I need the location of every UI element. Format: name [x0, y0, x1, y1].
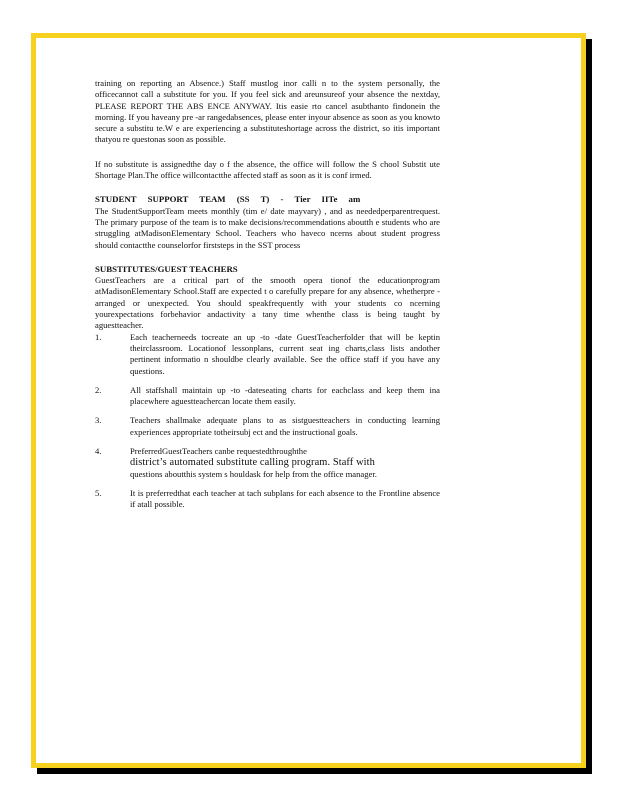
- list-item-text: All staffshall maintain up -to -dateseating charts for eachclass and keep them ina placewhere aguestteachercan locate them easily.: [130, 384, 440, 407]
- substitute-guidelines-list: [95, 332, 440, 511]
- document-body: [95, 78, 440, 511]
- list-item-text: Teachers shallmake adequate plans to as sistguestteachers in conducting learning experiences appropriate totheirsubj ect and the instructional goals.: [130, 415, 440, 437]
- list-item: [95, 488, 440, 511]
- list-item-text: questions aboutthis system s houldask for help from the office manager.: [130, 468, 377, 479]
- shortage-paragraph: If no substitute is assignedthe day o f the absence, the office will follow the S chool Substit ute Shortage Plan.The office willcontactthe affected staff as soon as it is conf irmed.: [95, 158, 440, 181]
- list-item: [95, 332, 440, 377]
- page-frame: [31, 33, 586, 768]
- list-item-number: 4.: [95, 446, 102, 457]
- list-item-text: It is preferredthat each teacher at tach subplans for each absence to the Frontline absence if atall possible.: [130, 487, 440, 510]
- list-item: [95, 415, 440, 438]
- list-item-text-emphasis: district’s automated substitute calling program. Staff with: [130, 457, 375, 469]
- substitutes-paragraph: GuestTeachers are a critical part of the smooth opera tionof the educationprogram atMadisonElementary School.Staff are expected t o carefully prepare for any absence, whetherpre -arranged or unexpected. You should speakfrequently with your students co ncerning yourexpectations forbehavior andactivity a tany time whenthe class is being taught by aguestteacher.: [95, 275, 440, 331]
- list-item: [95, 385, 440, 408]
- absence-paragraph: training on reporting an Absence.) Staff mustlog inor calli n to the system personally, the officecannot call a substitute for you. If you feel sick and areunsureof your absence the nextday, PLEASE REPORT THE ABS ENCE ANYWAY. Itis easie rto cancel asubthanto findonein the morning. If you haveany pre -ar rangedabsences, please enter inyour absence as soon as you knowto secure a substitu te.W e are experiencing a substituteshortage across the district, so itis important thatyou re questonas soon as possible.: [95, 78, 440, 145]
- substitutes-heading: SUBSTITUTES/GUEST TEACHERS: [95, 263, 238, 274]
- list-item-number: 1.: [95, 331, 102, 342]
- list-item-text: PreferredGuestTeachers canbe requestedthroughthe: [130, 446, 307, 457]
- sst-heading: STUDENT SUPPORT TEAM (SS T) - Tier IITe am: [95, 194, 361, 205]
- list-item: [95, 446, 440, 480]
- sst-paragraph: The StudentSupportTeam meets monthly (tim e/ date mayvary) , and as neededperparentrequest. The primary purpose of the team is to make decisions/recommendations aboutth e students who are struggling atMadisonElementary School. Teachers who haveco ncerns about student progress should contactthe counselorfor firststeps in the SST process: [95, 205, 440, 250]
- list-item-number: 5.: [95, 487, 102, 498]
- list-item-text: Each teacherneeds tocreate an up -to -date GuestTeacherfolder that will be keptin theirclassroom. Locationof lessonplans, current seat ing charts,class lists andother pertinent informatio n shouldbe clearly available. See the office staff if you have any questions.: [130, 331, 440, 376]
- list-item-number: 2.: [95, 384, 102, 395]
- list-item-number: 3.: [95, 415, 102, 426]
